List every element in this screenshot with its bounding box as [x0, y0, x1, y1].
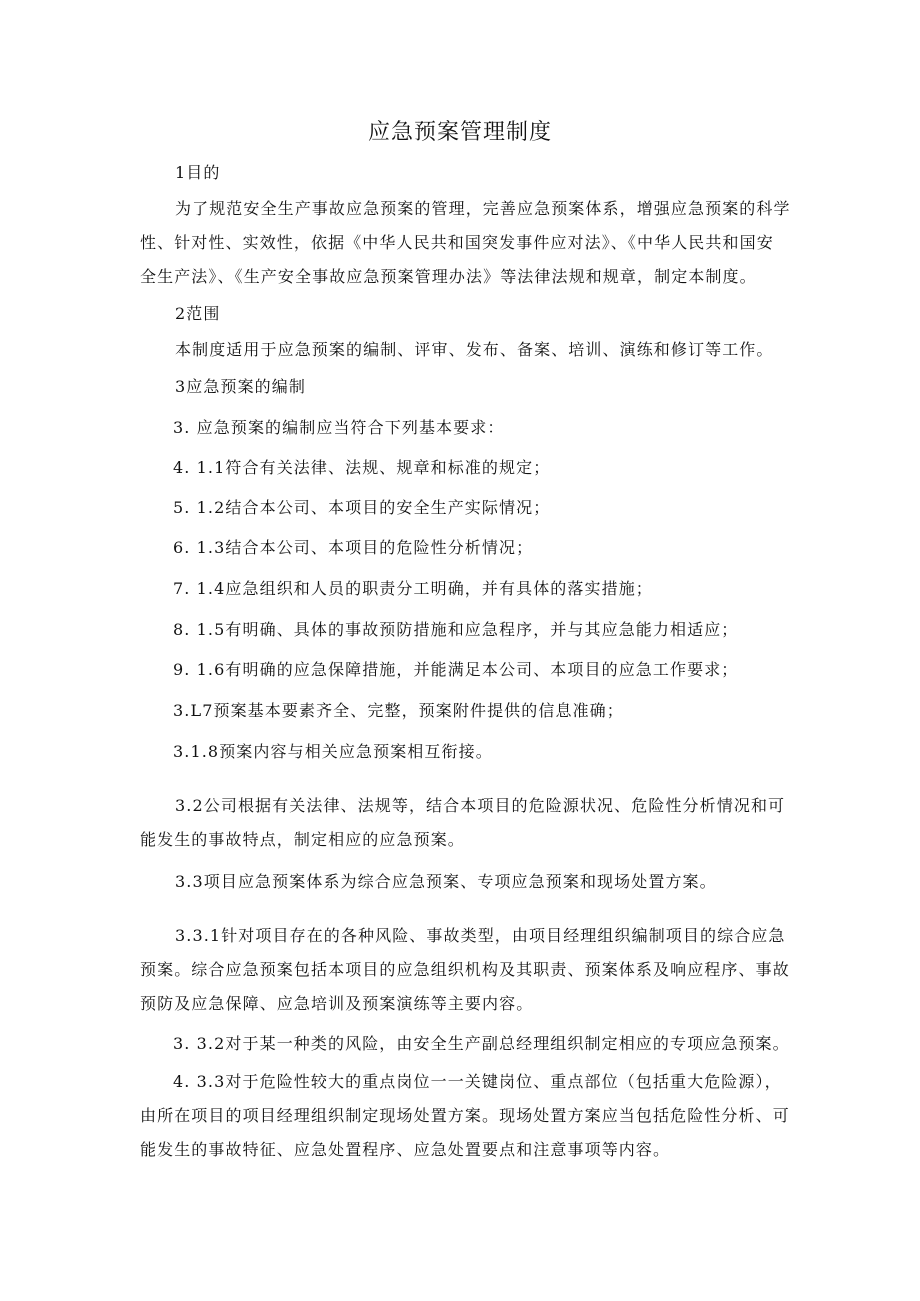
list-item: 9. 1.6有明确的应急保障措施，并能满足本公司、本项目的应急工作要求；	[173, 660, 739, 679]
paragraph-line: 预防及应急保障、应急培训及预案演练等主要内容。	[140, 994, 534, 1013]
list-item: 6. 1.3结合本公司、本项目的危险性分析情况；	[173, 538, 534, 557]
list-item: 7. 1.4应急组织和人员的职责分工明确，并有具体的落实措施；	[173, 579, 653, 598]
document-title: 应急预案管理制度	[367, 120, 552, 145]
paragraph-line: 性、针对性、实效性，依据《中华人民共和国突发事件应对法》、《中华人民共和国安	[140, 233, 774, 252]
list-item: 3.L7预案基本要素齐全、完整，预案附件提供的信息准确；	[173, 701, 624, 720]
paragraph-line: 预案。综合应急预案包括本项目的应急组织机构及其职责、预案体系及响应程序、事故	[140, 960, 790, 979]
list-item: 4. 3.3对于危险性较大的重点岗位一一关键岗位、重点部位（包括重大危险源），	[173, 1072, 782, 1091]
list-item: 5. 1.2结合本公司、本项目的安全生产实际情况；	[173, 498, 551, 517]
list-item: 8. 1.5有明确、具体的事故预防措施和应急程序，并与其应急能力相适应；	[173, 620, 739, 639]
list-item: 3. 应急预案的编制应当符合下列基本要求：	[173, 418, 505, 437]
paragraph-line: 能发生的事故特征、应急处置程序、应急处置要点和注意事项等内容。	[140, 1140, 671, 1159]
paragraph-line: 为了规范安全生产事故应急预案的管理，完善应急预案体系，增强应急预案的科学	[175, 199, 791, 218]
paragraph-line: 3.2公司根据有关法律、法规等，结合本项目的危险源状况、危险性分析情况和可	[175, 796, 786, 815]
paragraph-line: 3.3项目应急预案体系为综合应急预案、专项应急预案和现场处置方案。	[175, 872, 717, 891]
section-heading-scope: 2范围	[175, 304, 221, 323]
list-item: 3.1.8预案内容与相关应急预案相互衔接。	[173, 742, 493, 761]
paragraph-line: 3.3.1针对项目存在的各种风险、事故类型，由项目经理组织编制项目的综合应急	[175, 926, 786, 945]
paragraph-line: 全生产法》、《生产安全事故应急预案管理办法》等法律法规和规章，制定本制度。	[140, 267, 757, 286]
paragraph-line: 能发生的事故特点，制定相应的应急预案。	[140, 830, 465, 849]
section-heading-preparation: 3应急预案的编制	[175, 377, 306, 396]
list-item: 4. 1.1符合有关法律、法规、规章和标准的规定；	[173, 458, 551, 477]
list-item: 3. 3.2对于某一种类的风险，由安全生产副总经理组织制定相应的专项应急预案。	[173, 1034, 790, 1053]
paragraph-line: 由所在项目的项目经理组织制定现场处置方案。现场处置方案应当包括危险性分析、可	[140, 1106, 790, 1125]
section-heading-purpose: 1目的	[175, 163, 221, 182]
paragraph-line: 本制度适用于应急预案的编制、评审、发布、备案、培训、演练和修订等工作。	[175, 340, 774, 359]
